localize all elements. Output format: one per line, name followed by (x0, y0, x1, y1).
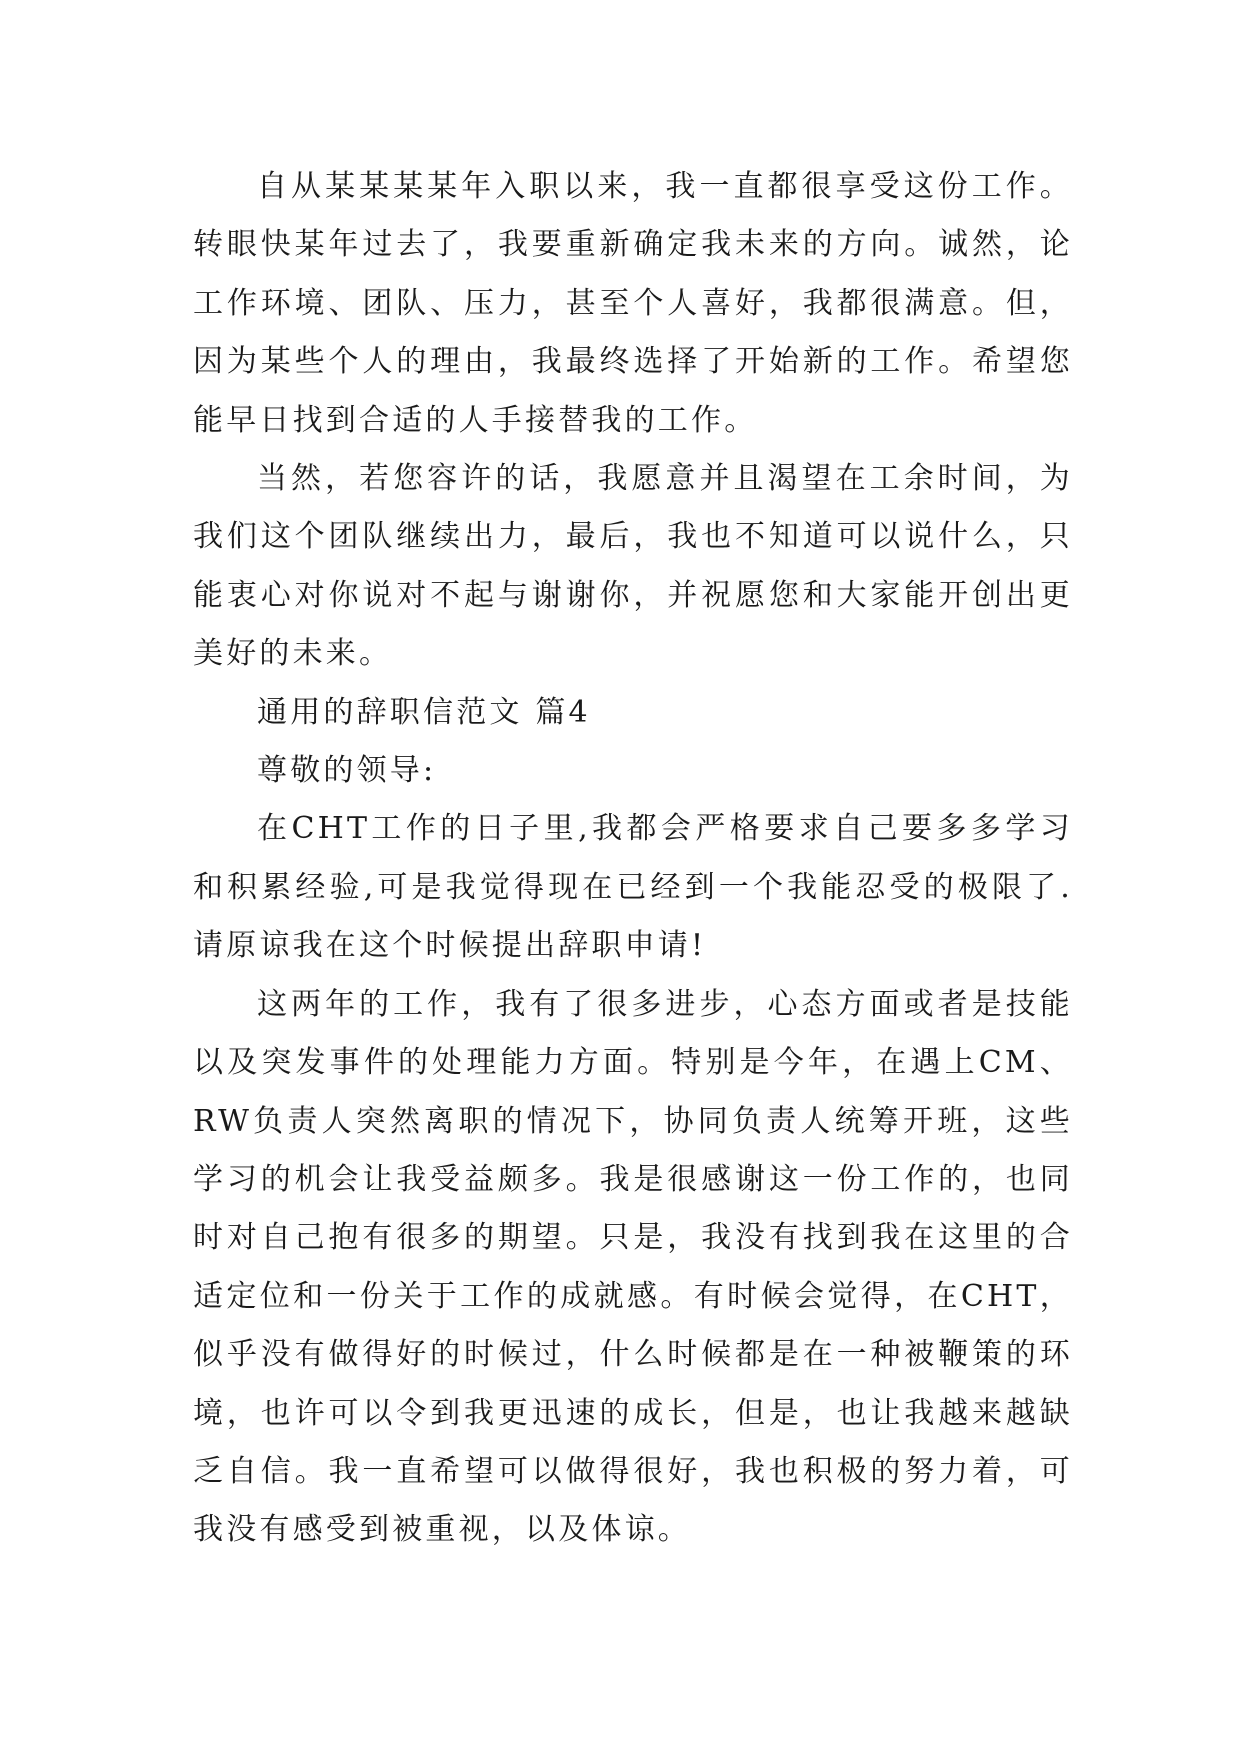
salutation: 尊敬的领导: (257, 753, 437, 789)
paragraph-reason: 在CHT工作的日子里,我都会严格要求自己要多多学习和积累经验,可是我觉得现在已经到一个我能忍受的极限了.请原谅我在这个时候提出辞职申请! (193, 811, 1073, 964)
document-body (193, 158, 1073, 1560)
paragraph-reflection: 这两年的工作，我有了很多进步，心态方面或者是技能以及突发事件的处理能力方面。特别是今年，在遇上CM、RW负责人突然离职的情况下，协同负责人统筹开班，这些学习的机会让我受益颇多。我是很感谢这一份工作的，也同时对自己抱有很多的期望。只是，我没有找到我在这里的合适定位和一份关于工作的成就感。有时候会觉得，在CHT，似乎没有做得好的时候过，什么时候都是在一种被鞭策的环境，也许可以令到我更迅速的成长，但是，也让我越来越缺乏自信。我一直希望可以做得很好，我也积极的努力着，可我没有感受到被重视，以及体谅。 (193, 986, 1073, 1548)
paragraph-intro: 自从某某某某年入职以来，我一直都很享受这份工作。转眼快某年过去了，我要重新确定我未来的方向。诚然，论工作环境、团队、压力，甚至个人喜好，我都很满意。但，因为某些个人的理由，我最终选择了开始新的工作。希望您能早日找到合适的人手接替我的工作。 (193, 169, 1073, 438)
section-heading: 通用的辞职信范文 篇4 (257, 694, 591, 730)
paragraph-closing: 当然，若您容许的话，我愿意并且渴望在工余时间，为我们这个团队继续出力，最后，我也不知道可以说什么，只能衷心对你说对不起与谢谢你，并祝愿您和大家能开创出更美好的未来。 (193, 461, 1073, 672)
